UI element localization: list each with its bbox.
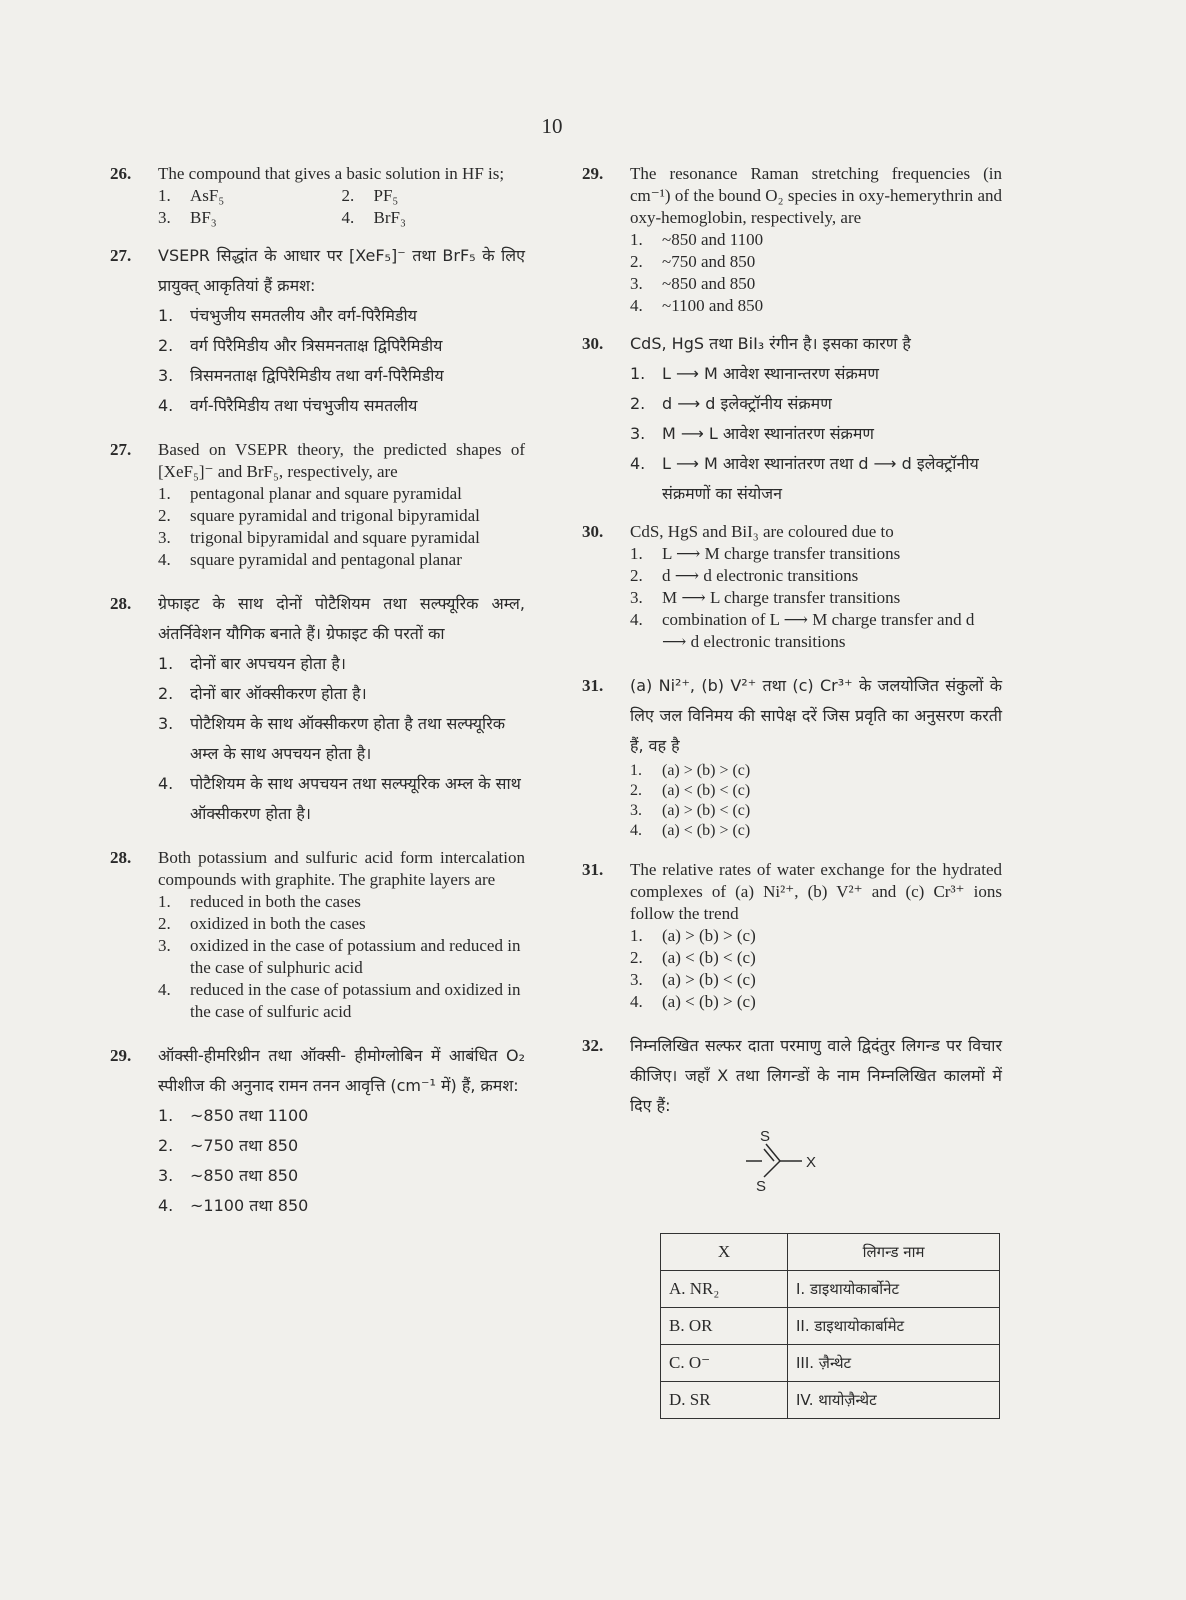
option-3: 3. M ⟶ L charge transfer transitions [630, 588, 901, 607]
question-28-hindi [110, 589, 525, 829]
question-number: 26. [110, 164, 132, 183]
question-27-english [110, 439, 525, 571]
table-cell: III. ज़ैन्थेट [788, 1345, 1000, 1382]
option-2: 2. दोनों बार ऑक्सीकरण होता है। [158, 684, 367, 703]
option-3: 3. (a) > (b) < (c) [630, 970, 756, 989]
table-cell: C. O⁻ [661, 1345, 788, 1382]
option-1: 1. (a) > (b) > (c) [630, 926, 756, 945]
question-number: 27. [110, 246, 132, 265]
option-4: 4. square pyramidal and pentagonal planar [158, 550, 462, 569]
table-header-row [661, 1234, 1000, 1271]
question-number: 29. [582, 164, 604, 183]
question-text: The resonance Raman stretching frequencies (in cm⁻¹) of the bound O₂ species in oxy-hemerythrin and oxy-hemoglobin, respectively, are [630, 164, 1002, 227]
option-4: 4. (a) < (b) > (c) [630, 822, 751, 839]
option-3: 3. trigonal bipyramidal and square pyramidal [158, 528, 480, 547]
question-text: निम्नलिखित सल्फर दाता परमाणु वाले द्विदंतुर लिगन्ड पर विचार कीजिए। जहाँ X तथा लिगन्डों के नाम निम्नलिखित कालमों में दिए हैं: [630, 1036, 1002, 1115]
options [158, 185, 525, 229]
option-3: 3. M ⟶ L आवेश स्थानांतरण संक्रमण [630, 424, 874, 443]
options [158, 1101, 525, 1221]
table-row [661, 1345, 1000, 1382]
options [630, 229, 1002, 317]
option-1: 1. L ⟶ M आवेश स्थानान्तरण संक्रमण [630, 364, 879, 383]
question-number: 32. [582, 1036, 604, 1055]
x-group-label: X [806, 1154, 817, 1171]
options [158, 301, 525, 421]
option-4: 4. ~1100 and 850 [630, 296, 764, 315]
option-2: 2. d ⟶ d electronic transitions [630, 566, 859, 585]
question-text: ऑक्सी-हीमरिथ्रीन तथा ऑक्सी- हीमोग्लोबिन में आबंधित O₂ स्पीशीज की अनुनाद रामन तनन आवृत्ति (cm⁻¹ में) हैं, क्रमश: [158, 1046, 525, 1095]
table-cell: D. SR [661, 1382, 788, 1419]
option-3: 3. oxidized in the case of potassium and reduced in the case of sulphuric acid [158, 936, 521, 977]
option-4: 4. BrF₃ [341, 208, 406, 227]
question-number: 31. [582, 676, 604, 695]
table-header: X [661, 1234, 788, 1271]
question-number: 30. [582, 334, 604, 353]
question-31-hindi [582, 671, 1002, 841]
option-1: 1. ~850 and 1100 [630, 230, 764, 249]
table-cell: B. OR [661, 1308, 788, 1345]
option-4: 4. (a) < (b) > (c) [630, 992, 756, 1011]
question-30-english [582, 521, 1002, 653]
question-31-english [582, 859, 1002, 1013]
question-number: 31. [582, 860, 604, 879]
question-32-hindi [582, 1031, 1002, 1419]
option-2: 2. (a) < (b) < (c) [630, 948, 756, 967]
option-4: 4. combination of L ⟶ M charge transfer and d ⟶ d electronic transitions [630, 610, 975, 651]
option-1: 1. AsF₅ [158, 186, 225, 205]
option-2: 2. (a) < (b) < (c) [630, 782, 751, 799]
option-2: 2. ~750 and 850 [630, 252, 756, 271]
question-text: (a) Ni²⁺, (b) V²⁺ तथा (c) Cr³⁺ के जलयोजित संकुलों के लिए जल विनिमय की सापेक्ष दरें जिस प्रवृति का अनुसरण करती हैं, वह है [630, 676, 1002, 755]
option-2: 2. PF₅ [341, 186, 399, 205]
option-3: 3. ~850 and 850 [630, 274, 756, 293]
question-number: 30. [582, 522, 604, 541]
question-26 [110, 163, 525, 229]
sulfur-top-label: S [760, 1128, 771, 1145]
question-27-hindi [110, 241, 525, 421]
table-row [661, 1382, 1000, 1419]
options [630, 359, 1002, 509]
dithio-ligand-structure [740, 1125, 850, 1195]
option-4: 4. वर्ग-पिरैमिडीय तथा पंचभुजीय समतलीय [158, 396, 418, 415]
option-1: 1. (a) > (b) > (c) [630, 762, 751, 779]
option-4: 4. L ⟶ M आवेश स्थानांतरण तथा d ⟶ d इलेक्ट्रॉनीय संक्रमणों का संयोजन [630, 454, 979, 503]
option-4: 4. पोटैशियम के साथ अपचयन तथा सल्फ्यूरिक अम्ल के साथ ऑक्सीकरण होता है। [158, 774, 521, 823]
question-text: Based on VSEPR theory, the predicted shapes of [XeF₅]⁻ and BrF₅, respectively, are [158, 440, 525, 481]
question-text: The compound that gives a basic solution in HF is; [158, 164, 505, 183]
question-29-hindi [110, 1041, 525, 1221]
table-row [661, 1308, 1000, 1345]
question-text: The relative rates of water exchange for the hydrated complexes of (a) Ni²⁺, (b) V²⁺ and (c) Cr³⁺ ions follow the trend [630, 860, 1002, 923]
option-2: 2. वर्ग पिरैमिडीय और त्रिसमनताक्ष द्विपिरैमिडीय [158, 336, 443, 355]
question-30-hindi [582, 329, 1002, 509]
table-cell: I. डाइथायोकार्बोनेट [788, 1271, 1000, 1308]
option-3: 3. त्रिसमनताक्ष द्विपिरैमिडीय तथा वर्ग-पिरैमिडीय [158, 366, 444, 385]
option-1: 1. pentagonal planar and square pyramidal [158, 484, 462, 503]
options [158, 891, 525, 1023]
options [630, 925, 1002, 1013]
options [630, 543, 1002, 653]
question-text: CdS, HgS तथा BiI₃ रंगीन है। इसका कारण है [630, 334, 911, 353]
table-cell: A. NR₂ [661, 1271, 788, 1308]
option-3: 3. (a) > (b) < (c) [630, 802, 751, 819]
sulfur-bottom-label: S [756, 1178, 767, 1195]
question-text: Both potassium and sulfuric acid form intercalation compounds with graphite. The graphite layers are [158, 848, 525, 889]
options [630, 761, 1002, 841]
option-1: 1. ~850 तथा 1100 [158, 1106, 309, 1125]
question-text: VSEPR सिद्धांत के आधार पर [XeF₅]⁻ तथा BrF₅ के लिए प्रायुक्त् आकृतियां हैं क्रमश: [158, 246, 525, 295]
option-3: 3. BF₃ [158, 208, 217, 227]
option-4: 4. ~1100 तथा 850 [158, 1196, 309, 1215]
option-1: 1. reduced in both the cases [158, 892, 361, 911]
table-cell: II. डाइथायोकार्बामेट [788, 1308, 1000, 1345]
left-column [110, 163, 525, 1221]
option-4: 4. reduced in the case of potassium and oxidized in the case of sulfuric acid [158, 980, 521, 1021]
question-number: 28. [110, 594, 132, 613]
page-number: 10 [541, 114, 563, 138]
option-2: 2. d ⟶ d इलेक्ट्रॉनीय संक्रमण [630, 394, 832, 413]
table-header: लिगन्ड नाम [788, 1234, 1000, 1271]
question-text: CdS, HgS and BiI₃ are coloured due to [630, 522, 894, 541]
table-cell: IV. थायोज़ैन्थेट [788, 1382, 1000, 1419]
question-text: ग्रेफाइट के साथ दोनों पोटैशियम तथा सल्फ्यूरिक अम्ल, अंतर्निवेशन यौगिक बनाते हैं। ग्रेफाइट की परतों का [158, 594, 525, 643]
option-3: 3. ~850 तथा 850 [158, 1166, 299, 1185]
question-number: 28. [110, 848, 132, 867]
option-2: 2. ~750 तथा 850 [158, 1136, 299, 1155]
option-2: 2. oxidized in both the cases [158, 914, 366, 933]
option-1: 1. दोनों बार अपचयन होता है। [158, 654, 346, 673]
option-1: 1. पंचभुजीय समतलीय और वर्ग-पिरैमिडीय [158, 306, 417, 325]
question-29-english [582, 163, 1002, 317]
ligand-table [660, 1233, 1000, 1419]
question-28-english [110, 847, 525, 1023]
options [158, 483, 525, 571]
options [158, 649, 525, 829]
option-2: 2. square pyramidal and trigonal bipyramidal [158, 506, 480, 525]
right-column [582, 163, 1002, 1419]
option-1: 1. L ⟶ M charge transfer transitions [630, 544, 901, 563]
table-row [661, 1271, 1000, 1308]
question-number: 27. [110, 440, 132, 459]
question-number: 29. [110, 1046, 132, 1065]
option-3: 3. पोटैशियम के साथ ऑक्सीकरण होता है तथा सल्फ्यूरिक अम्ल के साथ अपचयन होता है। [158, 714, 506, 763]
